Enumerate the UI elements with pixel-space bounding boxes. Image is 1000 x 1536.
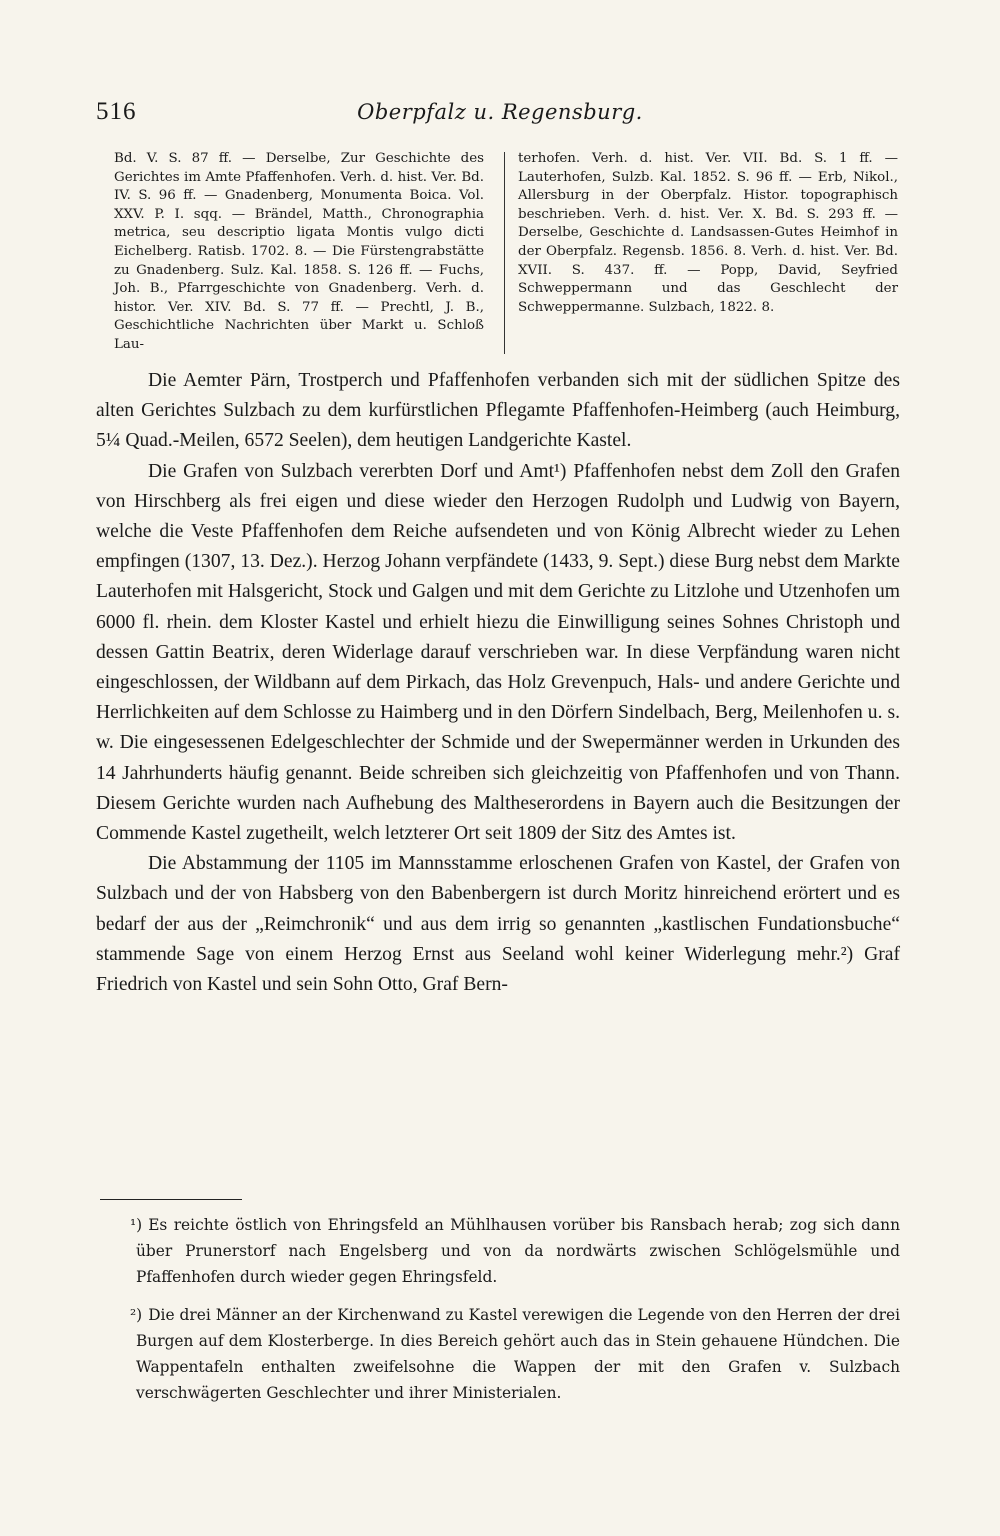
running-head: Oberpfalz u. Regensburg. — [357, 100, 643, 124]
footnote-text: Die drei Männer an der Kirchenwand zu Kastel verewigen die Legende von den Herren der drei Burgen auf dem Klosterberge. In dies Bereich gehört auch das in Stein gehauene Hündchen. Die Wappentafeln enthalten zweifelsohne die Wappen der mit den Grafen v. Sulzbach verschwägerten Geschlechter und ihrer Ministerialen. — [136, 1306, 900, 1402]
paragraph-2: Die Grafen von Sulzbach vererbten Dorf und Amt¹) Pfaffenhofen nebst dem Zoll den Grafen von Hirschberg als frei eigen und diese wieder den Herzogen Rudolph und Ludwig von Bayern, welche die Veste Pfaffenhofen dem Reiche aufsendeten und von König Albrecht wieder zu Lehen empfingen (1307, 13. Dez.). Herzog Johann verpfändete (1433, 9. Sept.) diese Burg nebst dem Markte Lauterhofen mit Halsgericht, Stock und Galgen und mit dem Gerichte zu Litzlohe und Utzenhofen um 6000 fl. rhein. dem Kloster Kastel und erhielt hiezu die Einwilligung seines Sohnes Christoph und dessen Gattin Beatrix, deren Widerlage darauf verschrieben war. In diese Verpfändung waren nicht eingeschlossen, der Wildbann auf dem Pirkach, das Holz Grevenpuch, Hals- und andere Gerichte und Herrlichkeiten auf dem Schlosse zu Haimberg und in den Dörfern Sindelbach, Berg, Meilenhofen u. s. w. Die eingesessenen Edelgeschlechter der Schmide und der Swepermänner werden in Urkunden des 14 Jahrhunderts häufig genannt. Beide schreiben sich gleichzeitig von Pfaffenhofen und von Thann. Diesem Gerichte wurden nach Aufhebung des Maltheserordens in Bayern auch die Besitzungen der Commende Kastel zugetheilt, welch letzterer Ort seit 1809 der Sitz des Amtes ist. — [96, 460, 900, 845]
paragraph-1: Die Aemter Pärn, Trostperch und Pfaffenhofen verbanden sich mit der südlichen Spitze des alten Gerichtes Sulzbach zu dem kurfürstlichen Pflegamte Pfaffenhofen-Heimberg (auch Heimburg, 5¼ Quad.-Meilen, 6572 Seelen), dem heutigen Landgerichte Kastel. — [96, 370, 900, 452]
page-number: 516 — [96, 98, 137, 125]
footnote-text: Es reichte östlich von Ehringsfeld an Mühlhausen vorüber bis Ransbach herab; zog sich dann über Prunerstorf nach Engelsberg und von da nordwärts zwischen Schlögelsmühle und Pfaffenhofen durch wieder gegen Ehringsfeld. — [136, 1216, 900, 1286]
footnote-divider — [100, 1199, 242, 1200]
literature-references — [114, 150, 900, 360]
references-left-column: Bd. V. S. 87 ff. — Derselbe, Zur Geschichte des Gerichtes im Amte Pfaffenhofen. Verh. d. hist. Ver. Bd. IV. S. 96 ff. — Gnadenberg, Monumenta Boica. Vol. XXV. P. I. sqq. — Brändel, Matth., Chronographia metrica, seu descriptio ligata Montis vulgo dicti Eichelberg. Ratisb. 1702. 8. — Die Fürstengrabstätte zu Gnadenberg. Sulz. Kal. 1858. S. 126 ff. — Fuchs, Joh. B., Pfarrgeschichte von Gnadenberg. Verh. d. histor. Ver. XIV. Bd. S. 77 ff. — Prechtl, J. B., Geschichtliche Nachrichten über Markt u. Schloß Lau- — [114, 151, 484, 352]
references-right-column: terhofen. Verh. d. hist. Ver. VII. Bd. S. 1 ff. — Lauterhofen, Sulzb. Kal. 1852. S. 96 ff. — Erb, Nikol., Allersburg in der Oberpfalz. Histor. topographisch beschrieben. Verh. d. hist. Ver. X. Bd. S. 293 ff. — Derselbe, Geschichte d. Landsassen-Gutes Heimhof in der Oberpfalz. Regensb. 1856. 8. Verh. d. hist. Ver. Bd. XVII. S. 437. ff. — Popp, David, Seyfried Schweppermann und das Geschlecht der Schweppermanne. Sulzbach, 1822. 8. — [518, 151, 898, 315]
footnote-2 — [130, 1302, 900, 1406]
main-text — [96, 366, 900, 1000]
page-header — [96, 98, 904, 138]
footnotes — [130, 1212, 900, 1418]
column-divider — [504, 152, 505, 354]
paragraph-3: Die Abstammung der 1105 im Mannsstamme erloschenen Grafen von Kastel, der Grafen von Sulzbach und der von Habsberg von den Babenbergern ist durch Moritz hinreichend erörtert und es bedarf der aus der „Reimchronik“ und aus dem irrig so genannten „kastlischen Fundationsbuche“ stammende Sage von einem Herzog Ernst aus Seeland wohl keiner Widerlegung mehr.²) Graf Friedrich von Kastel und sein Sohn Otto, Graf Bern- — [96, 853, 900, 996]
footnote-1 — [130, 1212, 900, 1290]
footnote-marker: ¹) — [130, 1216, 143, 1234]
footnote-marker: ²) — [130, 1306, 143, 1324]
